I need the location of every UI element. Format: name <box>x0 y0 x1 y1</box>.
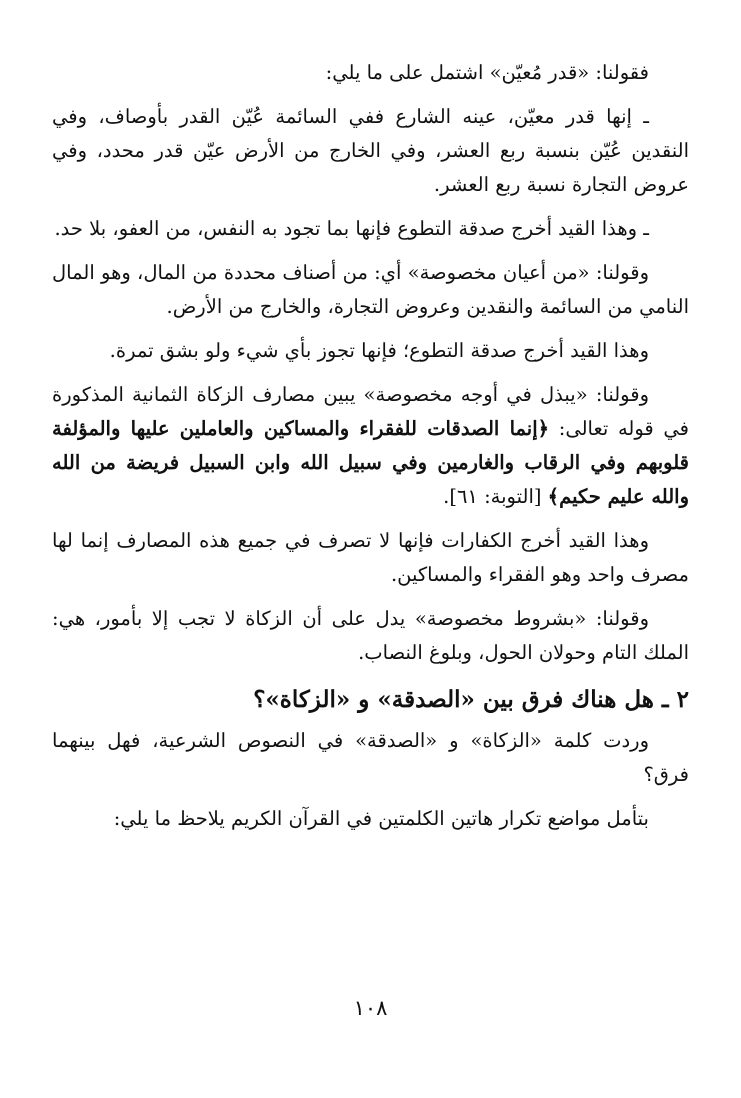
paragraph-1: فقولنا: «قدر مُعيّن» اشتمل على ما يلي: <box>325 61 649 84</box>
paragraph-4: وقولنا: «من أعيان مخصوصة» أي: من أصناف محددة من المال، وهو المال النامي من السائمة والنقدين وعروض التجارة، والخارج من الأرض. <box>52 261 689 318</box>
section-heading: ٢ ـ هل هناك فرق بين «الصدقة» و «الزكاة»؟ <box>253 686 689 713</box>
paragraph-10: بتأمل مواضع تكرار هاتين الكلمتين في القرآن الكريم يلاحظ ما يلي: <box>113 807 649 830</box>
page-number: ١٠٨ <box>353 996 388 1020</box>
paragraph-7: وهذا القيد أخرج الكفارات فإنها لا تصرف في جميع هذه المصارف إنما لها مصرف واحد وهو الفقراء والمساكين. <box>52 529 689 586</box>
paragraph-3: ـ وهذا القيد أخرج صدقة التطوع فإنها بما تجود به النفس، من العفو، بلا حد. <box>54 217 649 240</box>
verse-reference: [التوبة: ٦١]. <box>443 485 548 508</box>
paragraph-2: ـ إنها قدر معيّن، عينه الشارع ففي السائمة عُيّن القدر بأوصاف، وفي النقدين عُيّن بنسبة ربع العشر، وفي الخارج من الأرض عيّن قدر محدد، وفي عروض التجارة نسبة ربع العشر. <box>52 105 689 196</box>
quran-verse: ﴿إنما الصدقات للفقراء والمساكين والعاملين عليها والمؤلفة قلوبهم وفي الرقاب والغارمين وفي سبيل الله وابن السبيل فريضة من الله والله عليم حكيم﴾ <box>52 417 689 508</box>
paragraph-6-intro: وقولنا: «يبذل في أوجه مخصوصة» يبين مصارف الزكاة الثمانية المذكورة في قوله تعالى: <box>52 383 689 440</box>
paragraph-8: وقولنا: «بشروط مخصوصة» يدل على أن الزكاة لا تجب إلا بأمور، هي: الملك التام وحولان الحول، وبلوغ النصاب. <box>52 607 689 664</box>
paragraph-5: وهذا القيد أخرج صدقة التطوع؛ فإنها تجوز بأي شيء ولو بشق تمرة. <box>109 339 649 362</box>
paragraph-6 <box>52 378 689 514</box>
paragraph-9: وردت كلمة «الزكاة» و «الصدقة» في النصوص الشرعية، فهل بينهما فرق؟ <box>52 729 689 786</box>
